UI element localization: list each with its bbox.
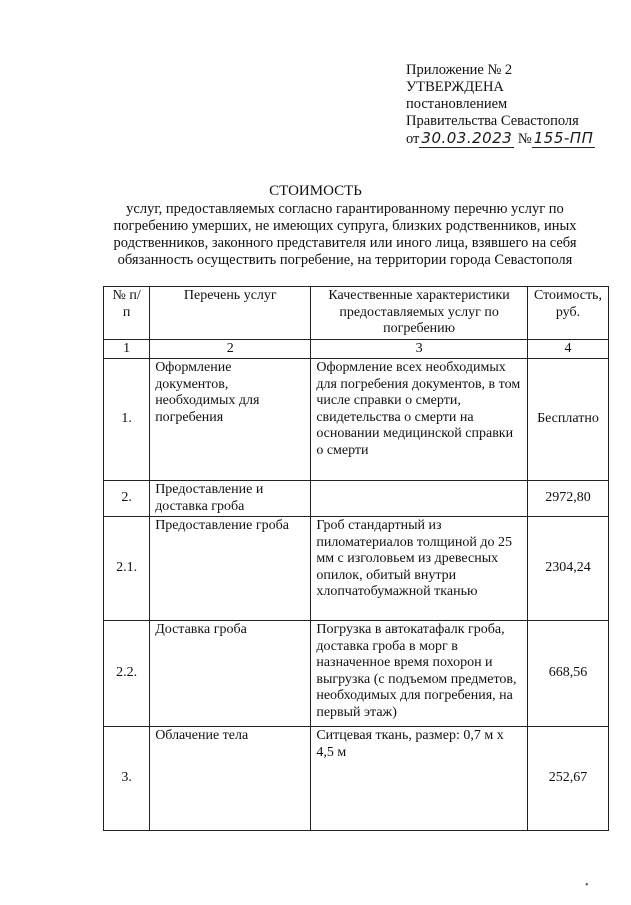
row-service: Доставка гроба (150, 621, 311, 727)
document-title: СТОИМОСТЬ (269, 183, 362, 199)
date-number-line (406, 130, 595, 148)
row-price: 668,56 (527, 621, 608, 727)
row-service: Предоставление и доставка гроба (150, 481, 311, 517)
row-price: Бесплатно (527, 359, 608, 481)
number-prefix: № (517, 131, 532, 147)
row-price: 2304,24 (527, 517, 608, 621)
table-row (104, 621, 609, 727)
index-cell: 1 (104, 339, 150, 359)
header-num: № п/п (104, 287, 150, 340)
services-table (103, 286, 609, 831)
government-label: Правительства Севастополя (406, 113, 579, 129)
column-index-row (104, 339, 609, 359)
handwritten-date: 30.03.2023 (421, 129, 513, 147)
date-prefix: от (406, 131, 420, 147)
row-price: 2972,80 (527, 481, 608, 517)
handwritten-number: 155-ПП (533, 129, 594, 147)
index-cell: 4 (527, 339, 608, 359)
row-num: 2.1. (104, 517, 150, 621)
row-quality: Оформление всех необходимых для погребения документов, в том числе справки о смерти, свидетельства о смерти на основании медицинской справки о смерти (311, 359, 528, 481)
scan-dot: • (585, 880, 589, 891)
table-row (104, 481, 609, 517)
table-row (104, 359, 609, 481)
header-price: Стоимость, руб. (527, 287, 608, 340)
approved-label: УТВЕРЖДЕНА (406, 79, 504, 95)
document-subtitle: услуг, предоставляемых согласно гарантированному перечню услуг по погребению умерших, не имеющих супруга, близких родственников, иных родственников, законного представителя или иного лица, взявшего на себя обязанность осуществить погребение, на территории города Севастополя (113, 201, 577, 268)
row-num: 2. (104, 481, 150, 517)
table-header-row (104, 287, 609, 340)
row-num: 2.2. (104, 621, 150, 727)
row-quality: Гроб стандартный из пиломатериалов толщиной до 25 мм с изголовьем из древесных опилок, обитый внутри хлопчатобумажной тканью (311, 517, 528, 621)
index-cell: 3 (311, 339, 528, 359)
header-quality: Качественные характеристики предоставляемых услуг по погребению (311, 287, 528, 340)
row-num: 3. (104, 727, 150, 831)
table-row (104, 517, 609, 621)
row-service: Оформление документов, необходимых для погребения (150, 359, 311, 481)
row-price: 252,67 (527, 727, 608, 831)
header-service: Перечень услуг (150, 287, 311, 340)
index-cell: 2 (150, 339, 311, 359)
row-quality: Погрузка в автокатафалк гроба, доставка гроба в морг в назначенное время похорон и выгрузка (с подъемом предметов, необходимых для погребения, на первый этаж) (311, 621, 528, 727)
appendix-label: Приложение № 2 (406, 62, 513, 78)
row-service: Предоставление гроба (150, 517, 311, 621)
row-quality (311, 481, 528, 517)
resolution-label: постановлением (406, 96, 508, 112)
row-quality: Ситцевая ткань, размер: 0,7 м х 4,5 м (311, 727, 528, 831)
table-row (104, 727, 609, 831)
row-service: Облачение тела (150, 727, 311, 831)
row-num: 1. (104, 359, 150, 481)
approval-block (406, 62, 595, 148)
